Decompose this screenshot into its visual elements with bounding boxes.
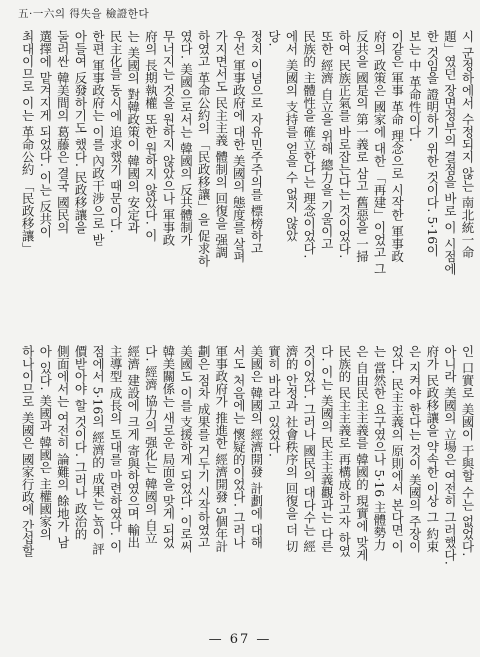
text-column: 는 美國의 對韓政策이 韓國의 安定과 bbox=[125, 30, 141, 234]
text-column: 또한 經濟 自立을 위해 總力을 기울이고 bbox=[319, 30, 335, 250]
text-column: 한편 軍事政府는 이를 內政干涉으로 받 bbox=[90, 30, 106, 246]
text-column: 府의 長期執權 또한 원하지 않았다. 이 bbox=[143, 30, 159, 242]
text-column: 題」였던 장면정부의 결점을 바로 이 시점에 bbox=[442, 30, 458, 275]
text-column: 한 것임을 證明하기 위한 것이다. 5·16이 bbox=[424, 30, 440, 257]
text-column: 가지면서도 民主主義 體制의 回復을 强調 bbox=[213, 30, 229, 259]
text-column: 다. 이는 美國의 民主主義觀과는 다른 bbox=[319, 345, 335, 553]
text-column: 이같은 軍事 革命 理念으로 시작한 軍事政 bbox=[389, 30, 405, 263]
text-column: 選擇에 맡겨지게 되었다. 이는 反共이 bbox=[37, 30, 53, 238]
text-column: 實히 바라고 있었다. bbox=[266, 345, 282, 457]
text-column: 둘러싼 韓美間의 葛藤은 결국 國民의 bbox=[55, 30, 71, 234]
text-column: 하여 民族正氣를 바로잡는다는 것이었다. bbox=[336, 30, 352, 259]
text-column: 經濟 建設에 크게 寄與하였으며 輸出 bbox=[125, 345, 141, 549]
text-column: 다. 經濟 協力의 强化는 韓國의 自立 bbox=[143, 345, 159, 544]
text-column: 美國은 韓國의 經濟開發 計劃에 대해 bbox=[248, 345, 264, 549]
text-column: 民族的 主體性을 確立한다는 理念이었다. bbox=[301, 30, 317, 259]
text-column: 아니라 美國의 立場은 여전히 그러했다. bbox=[442, 345, 458, 565]
text-column: 軍事政府가 推進한 經濟開發 5個年計 bbox=[213, 345, 229, 553]
text-column: 은 自由民主主義를 韓國的 現實에 맞게 bbox=[354, 345, 370, 561]
text-column: 은 지켜야 한다는 것이 美國의 주장이 bbox=[407, 345, 423, 553]
text-column: 서도 처음에는 懷疑的이었다. 그러나 bbox=[231, 345, 247, 549]
text-column: 는 當然한 요구였으나 5·16 主體勢力 bbox=[372, 345, 388, 552]
text-column: 최대이므로 이는 革命公約 「民政移讓」 bbox=[20, 30, 36, 255]
text-column: 府가 民政移讓을 약속한 이상 그 約束 bbox=[424, 345, 440, 553]
text-column: 濟的 안정과 社會秩序의 回復을 더 切 bbox=[284, 345, 300, 553]
text-column: 府의 政策은 國家에 대한 「再建」이었고 그 bbox=[372, 30, 388, 275]
text-column: 었다. 民主主義의 原則에서 본다면 이 bbox=[389, 345, 405, 553]
text-column: 점에서 5·16의 經濟的 成果는 높이 評 bbox=[90, 345, 106, 556]
lower-text-block bbox=[16, 345, 476, 623]
text-column: 民族的 民主主義로 再構成하고자 하였 bbox=[336, 345, 352, 557]
text-column: 우선 軍事政府에 대한 美國의 態度를 살펴 bbox=[231, 30, 247, 263]
text-column: 韓美關係는 새로운 局面을 맞게 되었 bbox=[160, 345, 176, 549]
text-column: 였다. 美國으로서는 韓國의 反共體制가 bbox=[178, 30, 194, 246]
text-column: 아들여 反發하기도 했다. 民政移讓을 bbox=[72, 30, 88, 234]
text-column: 反共을 國是의 第一義로 삼고 舊惡을 一掃 bbox=[354, 30, 370, 263]
text-column: 당. bbox=[266, 30, 282, 47]
page-number: — 67 — bbox=[208, 632, 272, 647]
text-column: 民主化를 동시에 追求했기 때문이다. bbox=[108, 30, 124, 234]
text-column: 하나이므로 美國은 國家行政에 간섭할 bbox=[20, 345, 36, 557]
text-column: 에서 美國의 支持를 얻을 수 없지 않았 bbox=[284, 30, 300, 242]
text-column: 보는 中 革命性이다. bbox=[407, 30, 423, 142]
upper-text-block bbox=[16, 30, 476, 328]
text-column: 美國도 이를 支援하게 되었다. 이로써 bbox=[178, 345, 194, 553]
text-column: 무너지는 것을 원하지 않았으나 軍事政 bbox=[160, 30, 176, 246]
text-column: 하였고 革命公約의 「民政移讓」을 促求하 bbox=[196, 30, 212, 267]
text-column: 價받아야 할 것이다. 그러나 政治的 bbox=[72, 345, 88, 540]
text-column: 인 口實로 美國이 干與할 수는 없었다. bbox=[460, 345, 475, 557]
text-column: 劃은 점차 成果를 거두기 시작하였고 bbox=[196, 345, 212, 549]
text-column: 정치 이념으로 자유민주주의를 標榜하고 bbox=[248, 30, 264, 255]
text-column: 것이었다. 그러나 國民의 대다수는 經 bbox=[301, 345, 317, 553]
text-column: 아 있다. 美國과 韓國은 主權國家의 bbox=[37, 345, 53, 540]
running-title: 五·一六의 得失을 檢證한다 bbox=[18, 8, 150, 20]
text-column: 側面에서는 여전히 論難의 餘地가 남 bbox=[55, 345, 71, 549]
text-column: 시 군정하에서 수정되지 않는 南北統一命 bbox=[460, 30, 475, 259]
text-column: 主導型 成長의 토대를 마련하였다. 이 bbox=[108, 345, 124, 553]
